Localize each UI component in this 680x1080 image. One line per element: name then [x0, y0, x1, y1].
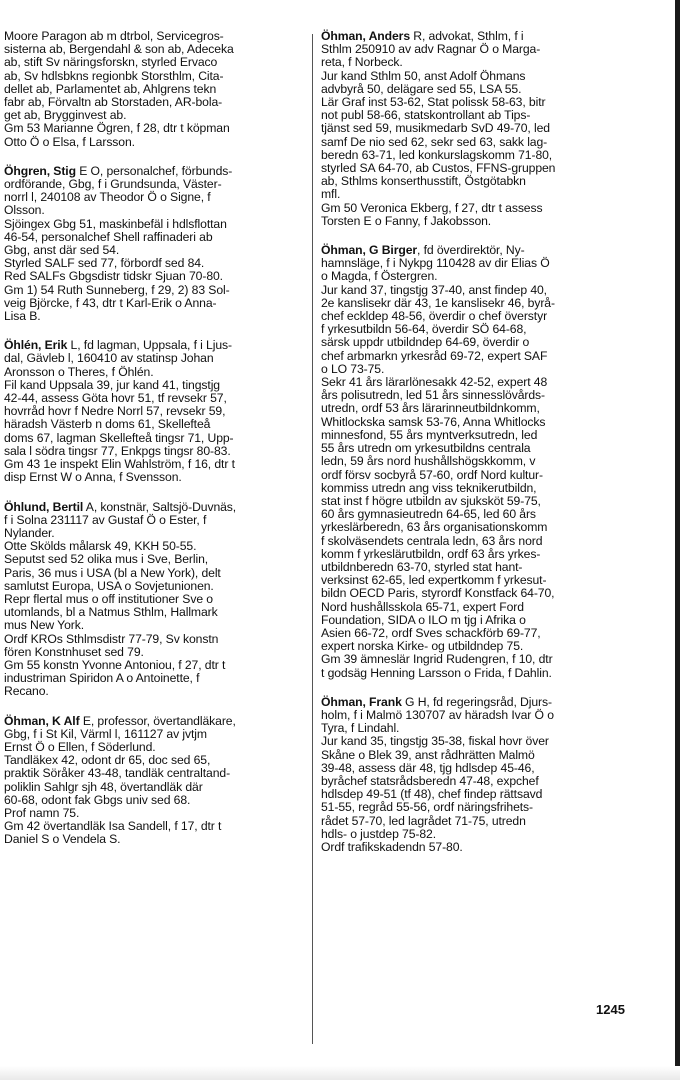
entry-text-line: Gm 39 ämneslär Ingrid Rudengren, f 10, dtr	[321, 652, 553, 667]
entry-text-line: fören Konstnhuset sed 79.	[4, 644, 144, 659]
entry-text-line: Recano.	[4, 684, 49, 699]
entry-text-line: styrled SA 64-70, ab Custos, FFNS-gruppen	[321, 161, 556, 176]
entry-text-line: 60 års gymnasieutredn 64-65, led 60 års	[321, 507, 536, 522]
entry-text-line: Gbg, anst där sed 54.	[4, 243, 120, 258]
entry-text-line: Moore Paragon ab m dtrbol, Servicegros-	[4, 29, 224, 43]
entry-text-line: samlutst Europa, USA o Sovjetunionen.	[4, 578, 214, 593]
entry-text-line: fabr ab, Förvaltn ab Storstaden, AR-bola-	[4, 95, 223, 110]
left-column	[4, 30, 306, 863]
entry-text-line: Nylander.	[4, 525, 55, 540]
entry-text-line: 46-54, personalchef Shell raffinaderi ab	[4, 229, 213, 244]
biography-entry	[321, 30, 651, 228]
entry-first-line	[4, 715, 306, 728]
entry-name-rest: , fd överdirektör, Ny-	[417, 243, 525, 258]
entry-text-line: Sjöingex Gbg 51, maskinbefäl i hdlsflottan	[4, 216, 227, 231]
entry-text-line: norrl l, 240108 av Theodor Ö o Signe, f	[4, 190, 211, 205]
entry-text-line: Asien 66-72, ordf Sves schackförb 69-77,	[321, 625, 541, 640]
entry-text-line: Torsten E o Fanny, f Jakobsson.	[321, 213, 492, 228]
entry-text-line: Fil kand Uppsala 39, jur kand 41, tingstjg	[4, 377, 220, 392]
entry-text-line: 2e kanslisekr där 43, 1e kanslisekr 46, byrå-	[321, 295, 555, 310]
entry-text-line: stat inst f högre utbildn av sjuksköt 59-75,	[321, 493, 541, 508]
entry-text-line: 42-44, assess Göta hovr 51, tf revsekr 57,	[4, 391, 227, 406]
entry-text-line: häradsh Västerb n doms 61, Skellefteå	[4, 417, 211, 432]
page-right-edge	[675, 0, 680, 1080]
entry-text-line: Sthlm 250910 av adv Ragnar Ö o Marga-	[321, 42, 541, 57]
entry-text-line: Ordf KROs Sthlmsdistr 77-79, Sv konstn	[4, 631, 219, 646]
biography-entry	[4, 30, 306, 149]
entry-text-line: o Magda, f Östergren.	[321, 269, 438, 284]
biography-entry	[321, 696, 651, 854]
entry-text-line: Whitlockska samsk 53-76, Anna Whitlocks	[321, 414, 546, 429]
entry-text-line: rådet 57-70, led lagrådet 71-75, utredn	[321, 813, 526, 828]
entry-name-rest: A, konstnär, Saltsjö-Duvnäs,	[83, 499, 237, 514]
page-number: 1245	[596, 1002, 625, 1017]
entry-text-line: chef arbmarkn yrkesråd 69-72, expert SAF	[321, 348, 548, 363]
entry-text-line: Otte Skölds målarsk 49, KKH 50-55.	[4, 539, 197, 554]
entry-text-line: hamnsläge, f i Nykpg 110428 av dir Elias Ö	[321, 256, 550, 271]
entry-text-line: hdls- o justdep 75-82.	[321, 826, 437, 841]
entry-text-line: f skolväsendets centrala ledn, 63 års nord	[321, 533, 543, 548]
entry-text-line: Daniel S o Vendela S.	[4, 832, 121, 847]
entry-text-line: års polisutredn, led 51 års sinnesslövårds-	[321, 388, 545, 403]
entry-text-line: advbyrå 50, delägare sed 55, LSA 55.	[321, 81, 522, 96]
entry-text-line: ordf försv socbyrå 57-60, ordf Nord kultur-	[321, 467, 543, 482]
entry-text-line: doms 67, lagman Skellefteå tingsr 71, Upp-	[4, 430, 234, 445]
page-bottom-edge	[0, 1066, 680, 1080]
entry-text-line: praktik Söråker 43-48, tandläk centraltand-	[4, 766, 231, 781]
entry-text-line: minnesfond, 55 års myntverksutredn, led	[321, 427, 538, 442]
entry-name-rest: L, fd lagman, Uppsala, f i Ljus-	[67, 338, 232, 353]
entry-text-line: reta, f Norbeck.	[321, 55, 403, 70]
entry-text-line: Prof namn 75.	[4, 805, 80, 820]
entry-text-line: Styrled SALF sed 77, förbordf sed 84.	[4, 256, 205, 271]
entry-text-line: sala l södra tingsr 77, Enkpgs tingsr 80-83.	[4, 443, 231, 458]
entry-text-line: tjänst sed 59, musikmedarb SvD 49-70, led	[321, 121, 550, 136]
entry-text-line: 51-55, regråd 55-56, ordf näringsfrihets-	[321, 800, 534, 815]
entry-text-line: o LO 73-75.	[321, 361, 385, 376]
entry-text-line: bildn OECD Paris, styrordf Konstfack 64-70,	[321, 586, 555, 601]
entry-name-rest: G H, fd regeringsråd, Djurs-	[401, 694, 552, 709]
entry-text-line: Gm 55 konstn Yvonne Antoniou, f 27, dtr t	[4, 657, 226, 672]
entry-text-line: Ernst Ö o Ellen, f Söderlund.	[4, 739, 156, 754]
entry-text-line: holm, f i Malmö 130707 av häradsh Ivar Ö o	[321, 707, 554, 722]
entry-text-line: utbildnberedn 63-70, styrled stat hant-	[321, 559, 523, 574]
biography-entry	[4, 501, 306, 699]
entry-name: Öhman, K Alf	[4, 713, 80, 728]
entry-text-line: hdlsdep 49-51 (tf 48), chef findep rättsavd	[321, 787, 543, 802]
entry-text-line: ab, Sv hdlsbkns regionbk Storsthlm, Cita-	[4, 68, 224, 83]
entry-text-line: Tandläkex 42, odont dr 65, doc sed 65,	[4, 753, 211, 768]
entry-text-line: Foundation, SIDA o ILO m tjg i Afrika o	[321, 612, 526, 627]
entry-name-rest: E, professor, övertandläkare,	[79, 713, 236, 728]
entry-text-line: 60-68, odont fak Gbgs univ sed 68.	[4, 792, 191, 807]
biography-entry	[4, 165, 306, 323]
biography-entry	[321, 244, 651, 680]
entry-name: Öhman, Frank	[321, 694, 402, 709]
entry-text-line: Nord hushållsskola 65-71, expert Ford	[321, 599, 524, 614]
entry-text-line: Gm 42 övertandläk Isa Sandell, f 17, dtr t	[4, 819, 222, 834]
entry-text-line: Gm 53 Marianne Ögren, f 28, dtr t köpman	[4, 121, 230, 136]
column-divider	[312, 34, 313, 1044]
entry-text-line: byråchef statsrådsberedn 47-48, expchef	[321, 773, 539, 788]
entry-text-line: dal, Gävleb l, 160410 av statinsp Johan	[4, 351, 214, 366]
entry-text-line: dellet ab, Parlamentet ab, Ahlgrens tekn	[4, 81, 217, 96]
entry-text-line: Otto Ö o Elsa, f Larsson.	[4, 134, 135, 149]
entry-text-line: hovrråd hovr f Nedre Norrl 57, revsekr 59,	[4, 404, 226, 419]
entry-text-line: Repr flertal mus o off institutioner Sve o	[4, 591, 213, 606]
entry-text-line: Skåne o Blek 39, anst rådhrätten Malmö	[321, 747, 535, 762]
entry-text-line: yrkeslärberedn, 63 års organisationskomm	[321, 520, 548, 535]
entry-text-line: veig Björcke, f 43, dtr t Karl-Erik o Anna-	[4, 295, 217, 310]
entry-text-line: särsk uppdr utbildndep 64-69, överdir o	[321, 335, 530, 350]
entry-text-line: komm f yrkeslärutbildn, ordf 63 års yrkes-	[321, 546, 541, 561]
entry-text-line: mus New York.	[4, 618, 84, 633]
entry-text-line: Jur kand 37, tingstjg 37-40, anst findep 40,	[321, 282, 547, 297]
entry-name-rest: E O, personalchef, förbunds-	[75, 163, 233, 178]
entry-text-line: Aronsson o Theres, f Öhlén.	[4, 364, 154, 379]
entry-text-line: ordförande, Gbg, f i Grundsunda, Väster-	[4, 177, 222, 192]
entry-text-line: sisterna ab, Bergendahl & son ab, Adeceka	[4, 42, 234, 57]
entry-name: Öhman, G Birger	[321, 243, 418, 258]
entry-text-line: chef eckldep 48-56, överdir o chef överstyr	[321, 309, 548, 324]
entry-text-line: expert norska Kirke- og utbildndep 75.	[321, 639, 524, 654]
entry-text-line: Lär Graf inst 53-62, Stat polissk 58-63, bitr	[321, 95, 546, 110]
entry-text-line: Gbg, f i St Kil, Värml l, 161127 av jvtjm	[4, 726, 207, 741]
entry-text-line: 55 års utredn om yrkesutbildns centrala	[321, 441, 531, 456]
entry-text-line: disp Ernst W o Anna, f Svensson.	[4, 470, 182, 485]
entry-text-line: verksinst 62-65, led expertkomm f yrkesut-	[321, 573, 547, 588]
entry-text-line: Red SALFs Gbgsdistr tidskr Sjuan 70-80.	[4, 269, 223, 284]
entry-text-line: ab, Sthlms konserthusstift, Östgötabkn	[321, 174, 526, 189]
entry-text-line: Paris, 36 mus i USA (bl a New York), delt	[4, 565, 221, 580]
right-column	[321, 30, 651, 870]
entry-text-line: poliklin Sahlgr sjh 48, övertandläk där	[4, 779, 203, 794]
entry-text-line: get ab, Brygginvest ab.	[4, 108, 127, 123]
biography-entry	[4, 339, 306, 484]
entry-first-line	[4, 501, 306, 514]
entry-text-line: utomlands, bl a Natmus Sthlm, Hallmark	[4, 605, 218, 620]
entry-text-line: f i Solna 231117 av Gustaf Ö o Ester, f	[4, 512, 207, 527]
entry-text-line: Ordf trafikskadendn 57-80.	[321, 839, 463, 854]
entry-text-line: Tyra, f Lindahl.	[321, 721, 400, 736]
entry-text-line: Lisa B.	[4, 309, 41, 324]
entry-text-line: 39-48, assess där 48, tjg hdlsdep 45-46,	[321, 760, 535, 775]
entry-text-line: Gm 1) 54 Ruth Sunneberg, f 29, 2) 83 Sol-	[4, 282, 230, 297]
entry-text-line: Jur kand 35, tingstjg 35-38, fiskal hovr över	[321, 734, 549, 749]
entry-name: Öhlén, Erik	[4, 338, 68, 353]
entry-text-line: Gm 50 Veronica Ekberg, f 27, dtr t assess	[321, 200, 543, 215]
entry-text-line: ledn, 59 års nord hushållshögskkomm, v	[321, 454, 536, 469]
biography-entry	[4, 715, 306, 847]
entry-first-line	[321, 696, 651, 709]
entry-text-line: kommiss utredn ang viss teknikerutbildn,	[321, 480, 537, 495]
entry-text-line: utredn, ordf 53 års lärarinneutbildnkomm,	[321, 401, 540, 416]
entry-name: Öhlund, Bertil	[4, 499, 84, 514]
entry-text-line: industriman Spiridon A o Antoinette, f	[4, 671, 200, 686]
entry-text-line: not publ 58-66, statskontrollant ab Tips-	[321, 108, 531, 123]
entry-name: Öhgren, Stig	[4, 163, 76, 178]
entry-text-line: samf De nio sed 62, sekr sed 63, sakk lag-	[321, 134, 548, 149]
entry-text-line: beredn 63-71, led konkurslagskomm 71-80,	[321, 147, 553, 162]
entry-text-line: Seputst sed 52 olika mus i Sve, Berlin,	[4, 552, 209, 567]
entry-name: Öhman, Anders	[321, 29, 410, 43]
entry-text-line: Jur kand Sthlm 50, anst Adolf Öhmans	[321, 68, 526, 83]
entry-text-line: Gm 43 1e inspekt Elin Wahlström, f 16, dtr t	[4, 457, 235, 472]
entry-text-line: ab, stift Sv näringsforskn, styrled Ervaco	[4, 55, 218, 70]
entry-text-line: t godsäg Henning Larsson o Frida, f Dahlin.	[321, 665, 552, 680]
entry-text-line: mfl.	[321, 187, 341, 202]
entry-text-line: Sekr 41 års lärarlönesakk 42-52, expert 48	[321, 375, 548, 390]
entry-name-rest: R, advokat, Sthlm, f i	[410, 29, 524, 43]
entry-text-line: f yrkesutbildn 56-64, överdir SÖ 64-68,	[321, 322, 527, 337]
entry-text-line: Olsson.	[4, 203, 45, 218]
